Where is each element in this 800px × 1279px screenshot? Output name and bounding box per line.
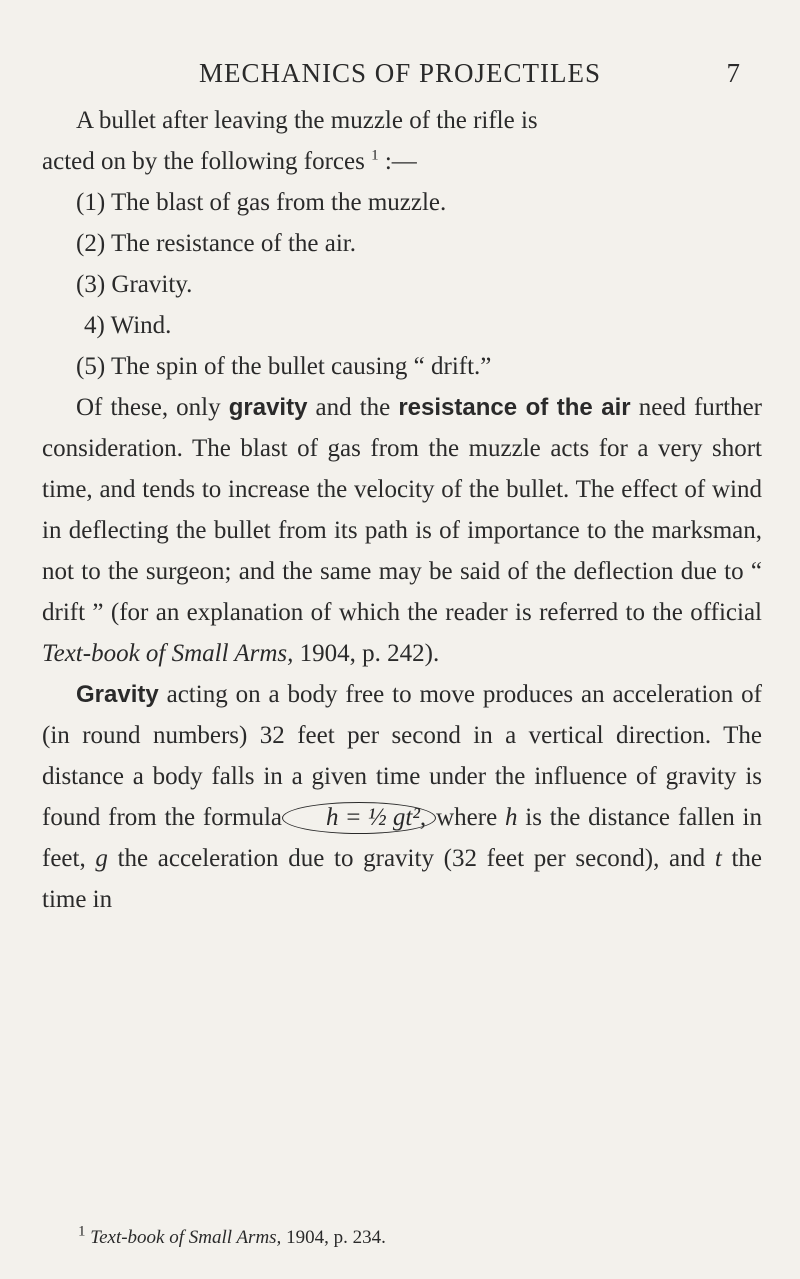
footnote: [78, 1223, 758, 1249]
p3-text-e: the acceleration due to gravity (32 feet per second), and: [107, 845, 715, 872]
footnote-book-title: Text-book of Small Arms,: [85, 1227, 282, 1248]
term-gravity-heading: Gravity: [76, 681, 159, 708]
list-item-1: (1) The blast of gas from the muzzle.: [76, 189, 447, 216]
intro-line-1: A bullet after leaving the muzzle of the rifle is: [76, 107, 538, 134]
list-item-4: 4) Wind.: [84, 312, 172, 339]
main-text: [42, 100, 762, 920]
p3-text-b: acting on a body free to move produces an acceleration of (in round numbers) 32 feet per second in a vertical direction. The distance a body falls in a given time under the influence of gravity is found from the formula: [42, 681, 762, 831]
footnote-citation: 1904, p. 234.: [281, 1227, 386, 1248]
term-gravity: gravity: [228, 394, 308, 421]
page-number: 7: [726, 58, 740, 88]
variable-h: h: [504, 804, 518, 831]
paragraph-gravity: [42, 674, 762, 920]
page-header: [140, 58, 740, 102]
running-title: MECHANICS OF PROJECTILES: [198, 58, 602, 88]
variable-t: t: [714, 845, 722, 872]
intro-paragraph: [42, 100, 762, 182]
p3-text-f: the time in: [42, 845, 763, 913]
list-item-5: (5) The spin of the bullet causing “ drift.”: [76, 353, 492, 380]
circled-formula: h = ½ gt²,: [282, 802, 436, 834]
intro-line-2: acted on by the following forces: [42, 148, 365, 175]
p3-text-c: where: [436, 804, 505, 831]
p2-text-a: Of these, only: [76, 394, 229, 421]
book-reference: Text-book of Small Arms,: [42, 640, 294, 667]
paragraph-forces: [42, 387, 762, 674]
list-item-2: (2) The resistance of the air.: [76, 230, 356, 257]
variable-g: g: [95, 845, 108, 872]
p2-text-g: 1904, p. 242).: [293, 640, 440, 667]
p3-text-d: is the distance fallen in feet,: [42, 804, 763, 872]
intro-line-2-end: :—: [378, 148, 417, 175]
p2-text-c: and the: [307, 394, 399, 421]
term-resistance-of-air: resistance of the air: [398, 394, 631, 421]
footnote-reference: 1: [371, 147, 379, 164]
footnote-mark: 1: [78, 1223, 86, 1240]
list-item-3: (3) Gravity.: [76, 271, 193, 298]
p2-text-e: need further consideration. The blast of gas from the muzzle acts for a very short time, and tends to increase the velocity of the bullet. The effect of wind in deflecting the bullet from its path is of importance to the marksman, not to the surgeon; and the same may be said of the deflection due to “ drift ” (for an explanation of which the reader is referred to the official: [42, 394, 762, 626]
